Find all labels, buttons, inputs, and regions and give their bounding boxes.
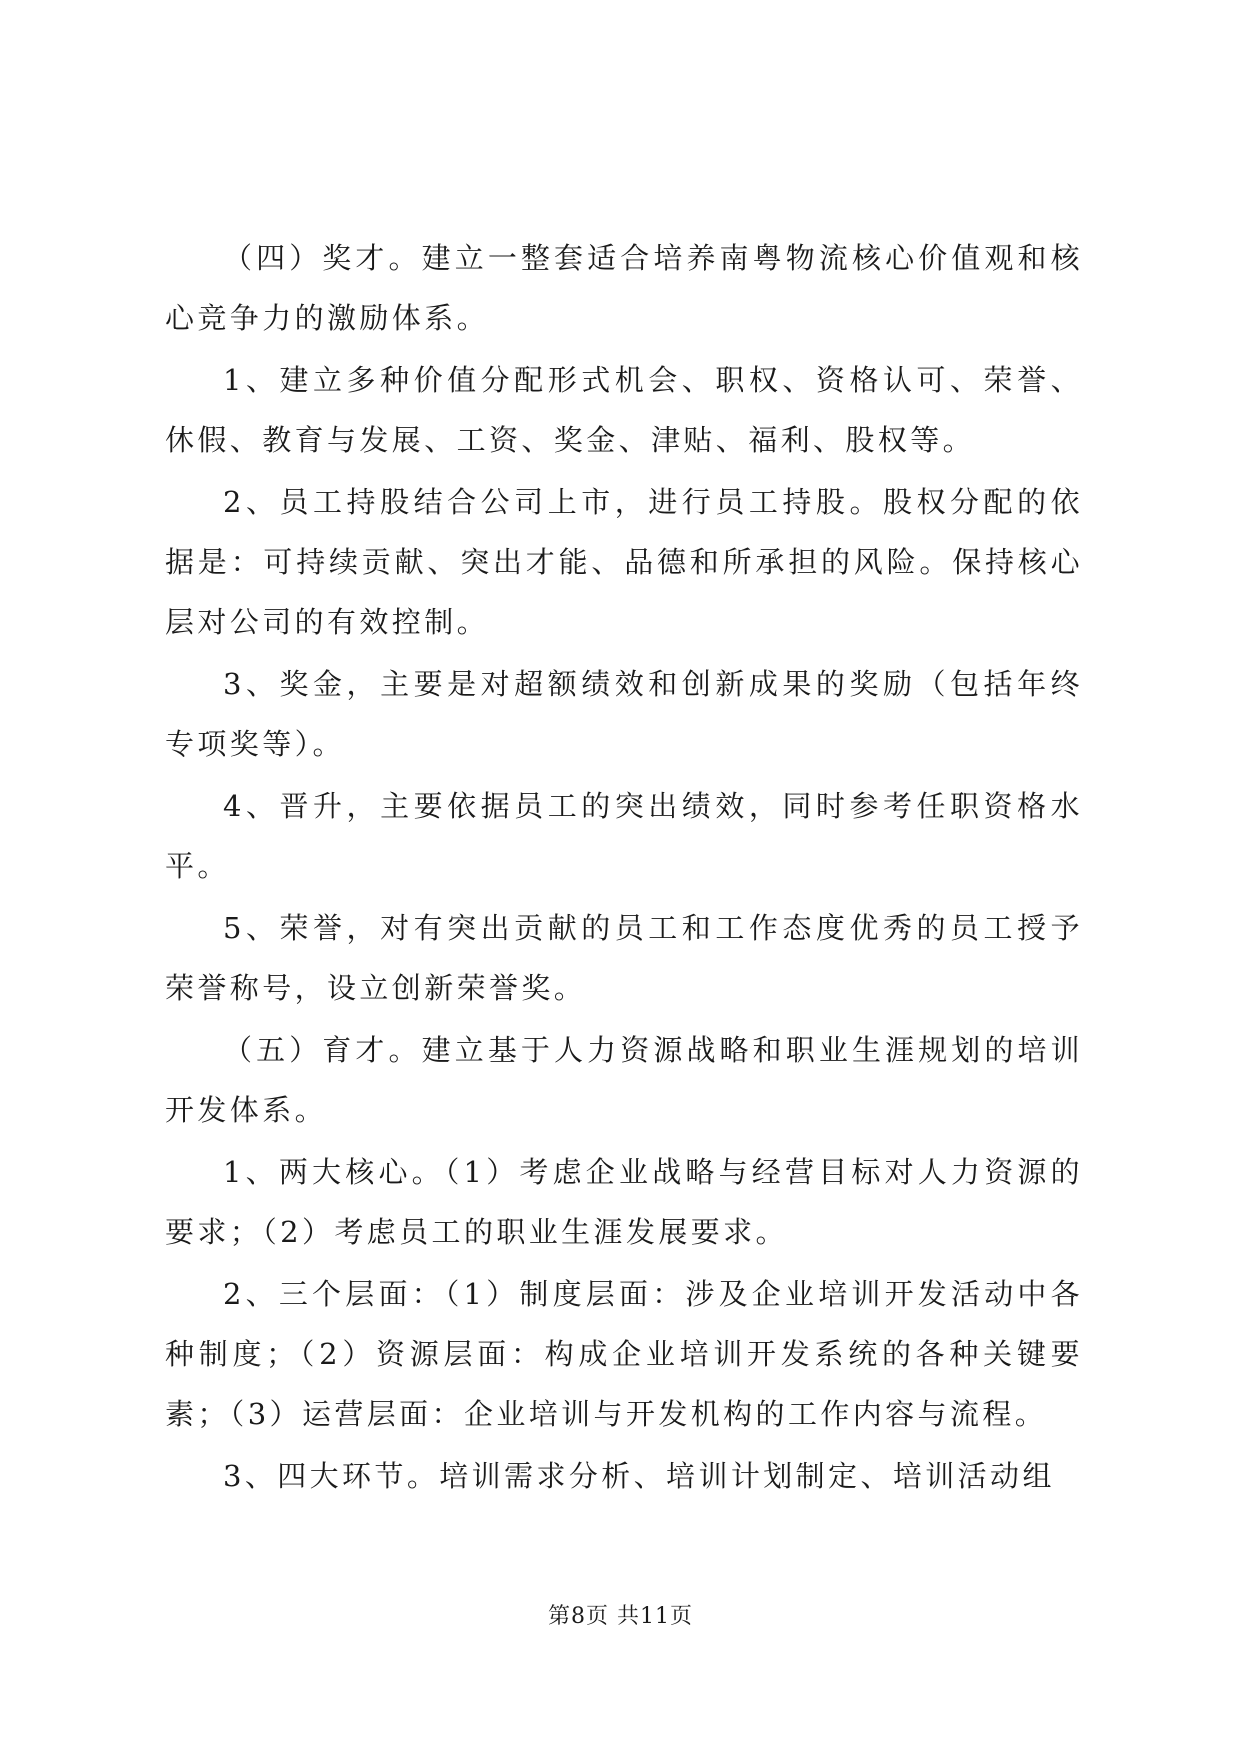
paragraph-stage-item-3: 3、四大环节。培训需求分析、培训计划制定、培训活动组 [223,1459,1055,1493]
paragraph-section-4-heading: （四）奖才。建立一整套适合培养南粤物流核心价值观和核心竞争力的激励体系。 [165,241,1083,335]
paragraph-section-5-heading: （五）育才。建立基于人力资源战略和职业生涯规划的培训开发体系。 [165,1033,1083,1127]
paragraph-item-4: 4、晋升，主要依据员工的突出绩效，同时参考任职资格水平。 [165,789,1083,883]
paragraph-item-1: 1、建立多种价值分配形式机会、职权、资格认可、荣誉、休假、教育与发展、工资、奖金、津贴、福利、股权等。 [165,363,1083,457]
paragraph-layer-item-2: 2、三个层面：（1）制度层面：涉及企业培训开发活动中各种制度；（2）资源层面：构成企业培训开发系统的各种关键要素；（3）运营层面：企业培训与开发机构的工作内容与流程。 [165,1277,1083,1431]
document-body [165,228,1083,1506]
page-footer: 第8页 共11页 [548,1604,693,1629]
paragraph-item-2: 2、员工持股结合公司上市，进行员工持股。股权分配的依据是：可持续贡献、突出才能、品德和所承担的风险。保持核心层对公司的有效控制。 [165,485,1083,639]
paragraph-item-5: 5、荣誉，对有突出贡献的员工和工作态度优秀的员工授予荣誉称号，设立创新荣誉奖。 [165,911,1083,1005]
paragraph-core-item-1: 1、两大核心。（1）考虑企业战略与经营目标对人力资源的要求；（2）考虑员工的职业生涯发展要求。 [165,1155,1083,1249]
paragraph-item-3: 3、奖金，主要是对超额绩效和创新成果的奖励（包括年终专项奖等）。 [165,667,1083,761]
